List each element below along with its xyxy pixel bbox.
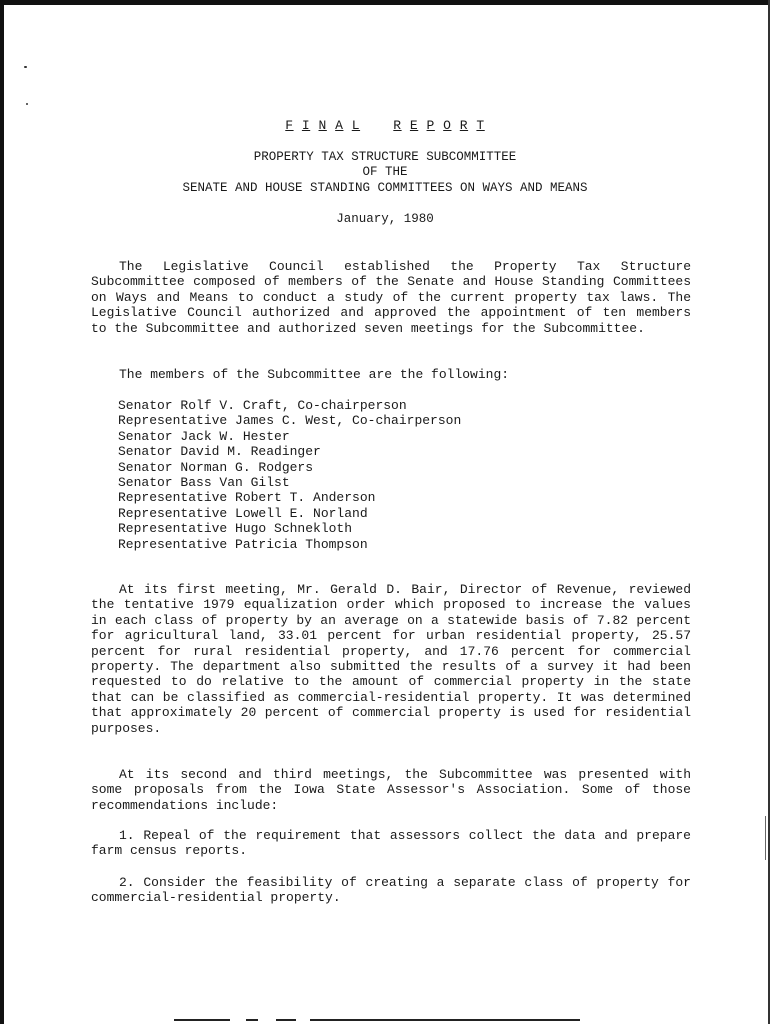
scan-speck bbox=[26, 103, 28, 105]
member-item: Senator David M. Readinger bbox=[118, 444, 321, 460]
title-letter: O bbox=[443, 118, 452, 133]
title-letter: R bbox=[459, 118, 469, 133]
title-letter: T bbox=[476, 118, 485, 133]
bottom-rule bbox=[246, 1019, 258, 1021]
first-meeting-paragraph: At its first meeting, Mr. Gerald D. Bair, Director of Revenue, reviewed the tentative 1979 equalization order which proposed to increase the values in each class of property by an average on a statewide basis of 7.82 percent for agricultural land, 33.01 percent for urban residential property, 25.57 percent for rural residential property, and 17.76 percent for commercial property. The department also submitted the results of a survey it had been requested to do relative to the amount of commercial property in the state that can be classified as commercial-residential property. It was determined that approximately 20 percent of commercial property is used for residential purposes. bbox=[91, 582, 691, 736]
recommendation-item-2: 2. Consider the feasibility of creating a separate class of property for commercial-residential property. bbox=[91, 875, 691, 906]
subtitle-line-3: SENATE AND HOUSE STANDING COMMITTEES ON WAYS AND MEANS bbox=[182, 181, 588, 195]
member-item: Senator Bass Van Gilst bbox=[118, 475, 290, 491]
title-letter: P bbox=[426, 118, 435, 133]
margin-mark bbox=[765, 816, 766, 860]
scan-border-top bbox=[0, 0, 770, 5]
recommendation-item-1: 1. Repeal of the requirement that assessors collect the data and prepare farm census reports. bbox=[91, 828, 691, 859]
report-date: January, 1980 bbox=[336, 212, 434, 226]
member-item: Senator Jack W. Hester bbox=[118, 428, 290, 444]
title-letter: E bbox=[409, 118, 419, 133]
members-list bbox=[118, 398, 618, 552]
subtitle-line-1: PROPERTY TAX STRUCTURE SUBCOMMITTEE bbox=[253, 150, 517, 164]
title-letter: F bbox=[285, 118, 294, 133]
bottom-rule bbox=[310, 1019, 580, 1021]
members-intro: The members of the Subcommittee are the following: bbox=[119, 367, 510, 382]
title-word-report bbox=[393, 118, 484, 133]
subtitle-line-2: OF THE bbox=[362, 165, 408, 179]
member-item: Representative James C. West, Co-chairperson bbox=[118, 413, 462, 429]
scan-speck bbox=[24, 66, 27, 68]
member-item: Representative Robert T. Anderson bbox=[118, 490, 376, 506]
member-item: Representative Hugo Schnekloth bbox=[118, 521, 353, 537]
title-word-final bbox=[285, 118, 368, 133]
second-meeting-paragraph: At its second and third meetings, the Subcommittee was presented with some proposals from the Iowa State Assessor's Association. Some of those recommendations include: bbox=[91, 767, 691, 813]
bottom-rule bbox=[276, 1019, 296, 1021]
member-item: Representative Patricia Thompson bbox=[118, 536, 368, 552]
report-title bbox=[0, 118, 770, 133]
bottom-rule bbox=[174, 1019, 230, 1021]
member-item: Representative Lowell E. Norland bbox=[118, 505, 368, 521]
title-letter: L bbox=[351, 118, 361, 133]
title-letter: A bbox=[335, 118, 344, 133]
member-item: Senator Rolf V. Craft, Co-chairperson bbox=[118, 398, 407, 413]
member-item: Senator Norman G. Rodgers bbox=[118, 459, 314, 475]
title-letter: N bbox=[318, 118, 327, 133]
title-letter: R bbox=[393, 118, 402, 133]
title-letter: I bbox=[301, 118, 311, 133]
intro-paragraph: The Legislative Council established the Property Tax Structure Subcommittee composed of members of the Senate and House Standing Committees on Ways and Means to conduct a study of the current property tax laws. The Legislative Council authorized and approved the appointment of ten members to the Subcommittee and authorized seven meetings for the Subcommittee. bbox=[91, 259, 691, 336]
